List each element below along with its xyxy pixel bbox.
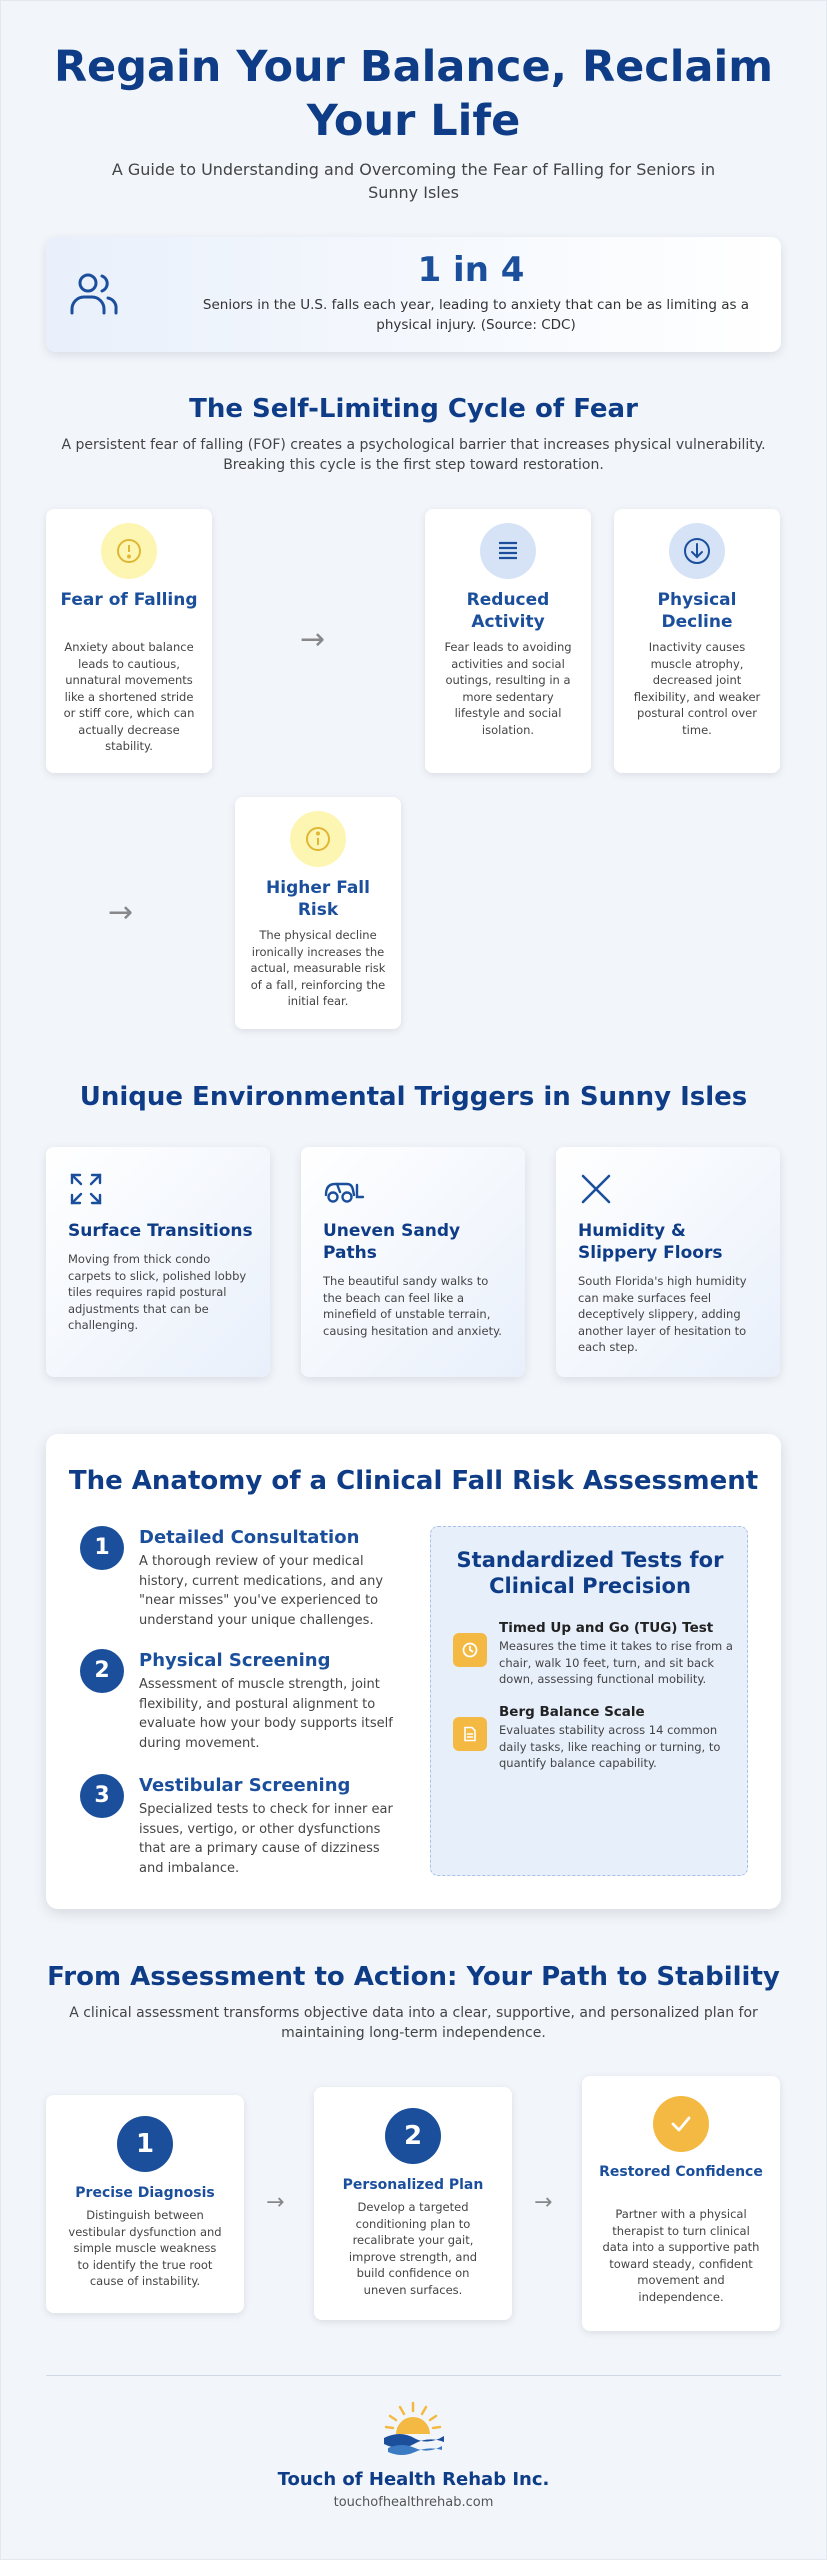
alert-circle-icon [101,523,157,579]
cycle-card-title: Higher Fall Risk [266,878,370,920]
cycle-arrow: → [108,895,134,930]
cycle-description: A persistent fear of falling (FOF) creates a psychological barrier that increases physical vulnerability. Breaking this cycle is the first step toward restoration. [61,437,766,473]
cycle-card-title: Physical Decline [657,590,737,632]
users-icon [66,267,122,323]
trigger-card-title: Humidity & Slippery Floors [578,1221,723,1263]
step-text: Assessment of muscle strength, joint flexibility, and postural alignment to evaluate how your body supports itself during movement. [139,1677,393,1751]
step-number: 2 [80,1649,124,1693]
cycle-card-text: Anxiety about balance leads to cautious, unnatural movements like a shortened stride or stiff core, which can actually decrease stability. [63,640,195,753]
page-title: Regain Your Balance, Reclaim Your Life [53,42,774,146]
path-arrow: → [266,2190,285,2215]
cycle-title: The Self-Limiting Cycle of Fear [189,394,638,424]
test-text: Evaluates stability across 14 common daily tasks, like reaching or turning, to quantify balance capability. [499,1723,721,1770]
cycle-card-text: The physical decline ironically increases the actual, measurable risk of a fall, reinforcing the initial fear. [250,928,386,1008]
step-badge: 1 [117,2116,173,2172]
trigger-card-text: South Florida's high humidity can make surfaces feel deceptively slippery, adding another layer of hesitation to each step. [578,1274,747,1354]
path-card-text: Develop a targeted conditioning plan to recalibrate your gait, improve strength, and build confidence on uneven surfaces. [348,2200,478,2297]
stat-text: Seniors in the U.S. falls each year, leading to anxiety that can be as limiting as a physical injury. (Source: CDC) [202,297,750,333]
path-title: From Assessment to Action: Your Path to Stability [47,1962,780,1992]
path-card-title: Personalized Plan [342,2177,484,2193]
step-title: Vestibular Screening [139,1775,351,1796]
cycle-card-text: Inactivity causes muscle atrophy, decreased joint flexibility, and weaker postural control over time. [633,640,761,737]
clock-icon [453,1633,487,1667]
beach-vehicle-icon [323,1171,365,1211]
cycle-card-title: Fear of Falling [60,590,198,610]
step-badge: 2 [385,2108,441,2164]
trigger-card-sandy [301,1147,525,1377]
x-icon [578,1171,614,1211]
step-title: Physical Screening [139,1650,331,1671]
trigger-card-text: Moving from thick condo carpets to slick, polished lobby tiles requires rapid postural adjustments that can be challenging. [68,1252,247,1332]
cycle-card-fear [46,509,212,773]
path-description: A clinical assessment transforms objective data into a clear, supportive, and personalized plan for maintaining long-term independence. [69,2005,758,2041]
step-title: Detailed Consultation [139,1527,360,1548]
path-card-title: Restored Confidence [599,2164,763,2180]
path-card-title: Precise Diagnosis [75,2185,215,2201]
path-card-text: Distinguish between vestibular dysfunction and simple muscle weakness to identify the true root cause of instability. [68,2208,222,2288]
sun-wave-logo [380,2400,447,2458]
stat-number: 1 in 4 [417,250,525,290]
expand-arrows-icon [68,1171,104,1211]
standardized-tests-box [430,1526,748,1876]
arrow-down-icon [669,523,725,579]
path-card-diagnosis [46,2095,244,2313]
test-text: Measures the time it takes to rise from a chair, walk 10 feet, turn, and sit back down, assessing functional mobility. [499,1639,733,1686]
footer-divider [46,2375,781,2376]
triggers-title: Unique Environmental Triggers in Sunny Isles [79,1082,748,1112]
cycle-card-activity [425,509,591,773]
trigger-card-title: Uneven Sandy Paths [323,1221,461,1263]
page-subtitle: A Guide to Understanding and Overcoming the Fear of Falling for Seniors in Sunny Isles [111,160,716,202]
assessment-title: The Anatomy of a Clinical Fall Risk Assessment [68,1466,759,1496]
path-card-confidence [582,2076,780,2331]
trigger-card-title: Surface Transitions [68,1221,253,1241]
website-link[interactable]: touchofhealthrehab.com [333,2495,494,2510]
step-text: Specialized tests to check for inner ear issues, vertigo, or other dysfunctions that are a primary cause of dizziness and imbalance. [139,1802,393,1876]
path-card-plan [314,2087,512,2320]
cycle-card-risk [235,797,401,1029]
trigger-card-humidity [556,1147,780,1377]
document-icon [453,1717,487,1751]
test-name: Timed Up and Go (TUG) Test [499,1620,714,1636]
cycle-arrow: → [300,622,326,657]
step-number: 3 [80,1774,124,1818]
test-name: Berg Balance Scale [499,1704,645,1720]
cycle-card-decline [614,509,780,773]
stat-card [46,237,781,352]
path-arrow: → [534,2190,553,2215]
trigger-card-text: The beautiful sandy walks to the beach can feel like a minefield of unstable terrain, causing hesitation and anxiety. [323,1274,502,1338]
step-number: 1 [80,1526,124,1570]
assessment-card [46,1434,781,1909]
cycle-card-text: Fear leads to avoiding activities and social outings, resulting in a more sedentary lifestyle and social isolation. [444,640,572,737]
path-card-text: Partner with a physical therapist to turn clinical data into a supportive path toward steady, confident movement and independence. [602,2207,760,2304]
step-text: A thorough review of your medical history, current medications, and any "near misses" you've experienced to understand your unique challenges. [139,1554,384,1628]
company-name: Touch of Health Rehab Inc. [277,2469,550,2490]
list-icon [480,523,536,579]
trigger-card-surface [46,1147,270,1377]
check-icon [653,2096,709,2152]
cycle-card-title: Reduced Activity [466,590,550,632]
info-circle-icon [290,811,346,867]
standardized-tests-title: Standardized Tests for Clinical Precision [456,1548,724,1598]
